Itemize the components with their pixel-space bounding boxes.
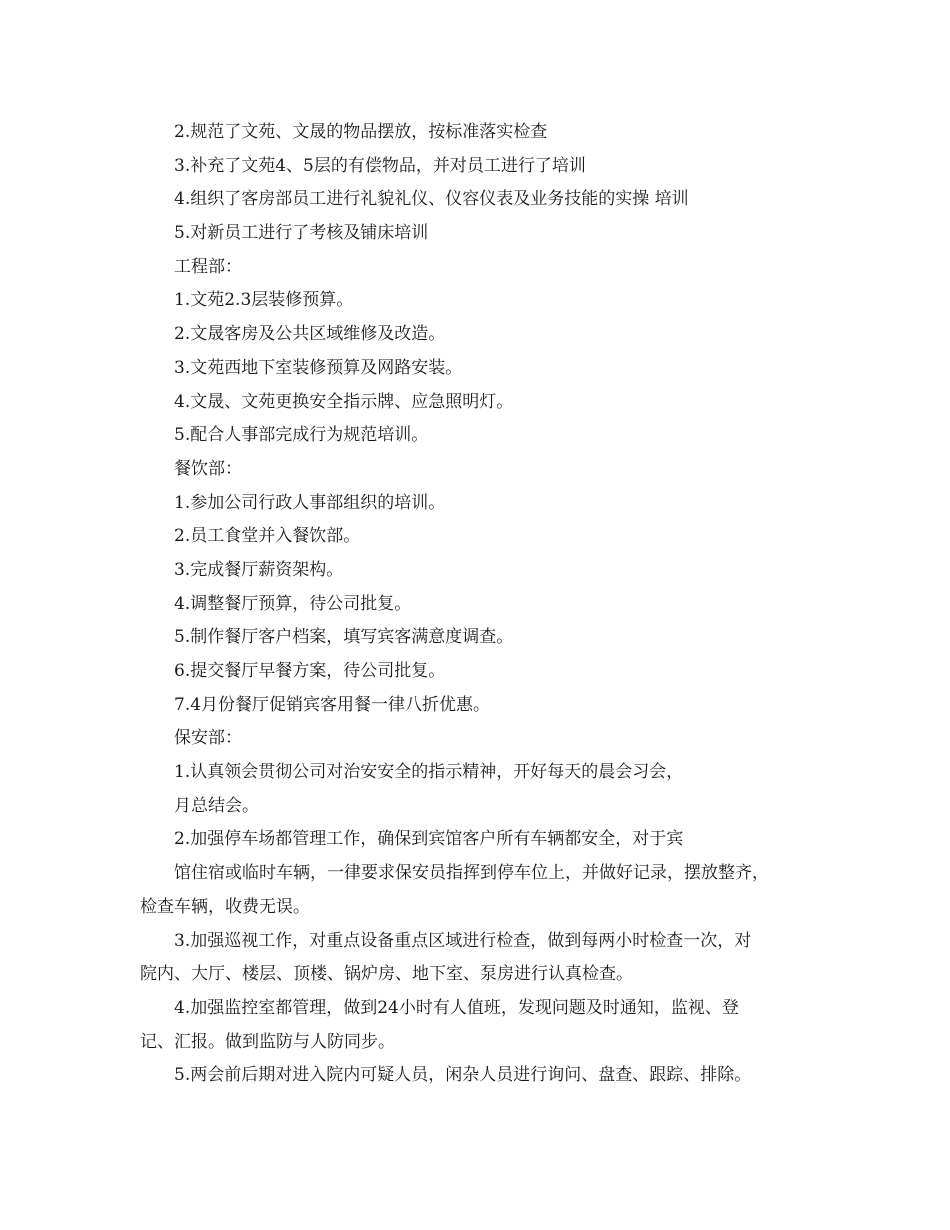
text-line: 3.补充了文苑4、5层的有偿物品，并对员工进行了培训	[174, 155, 586, 176]
text-line: 3.加强巡视工作，对重点设备重点区域进行检查，做到每两小时检查一次，对	[174, 930, 752, 951]
document-body	[140, 116, 840, 1093]
text-line: 3.文苑西地下室装修预算及网路安装。	[174, 357, 463, 378]
section-heading: 工程部：	[174, 256, 242, 277]
section-heading: 餐饮部：	[174, 458, 242, 479]
text-line: 1.认真领会贯彻公司对治安安全的指示精神，开好每天的晨会习会，	[174, 762, 684, 783]
text-line: 3.完成餐厅薪资架构。	[174, 559, 344, 580]
text-line: 2.规范了文苑、文晟的物品摆放，按标准落实检查	[174, 122, 548, 142]
text-line: 2.文晟客房及公共区域维修及改造。	[174, 324, 446, 345]
section-heading: 保安部：	[174, 728, 242, 749]
text-line: 记、汇报。做到监防与人防同步。	[140, 1031, 395, 1052]
text-line: 4.组织了客房部员工进行礼貌礼仪、仪容仪表及业务技能的实操 培训	[174, 189, 689, 210]
text-line: 月总结会。	[174, 795, 259, 816]
text-line: 6.提交餐厅早餐方案，待公司批复。	[174, 661, 446, 681]
text-line: 2.加强停车场都管理工作，确保到宾馆客户所有车辆都安全，对于宾	[174, 829, 684, 850]
text-line: 5.制作餐厅客户档案，填写宾客满意度调查。	[174, 627, 514, 648]
text-line: 5.配合人事部完成行为规范培训。	[174, 425, 429, 446]
text-line: 检查车辆，收费无误。	[140, 896, 310, 917]
text-line: 1.文苑2.3层装修预算。	[174, 290, 354, 311]
text-line: 4.文晟、文苑更换安全指示牌、应急照明灯。	[174, 391, 514, 412]
text-line: 2.员工食堂并入餐饮部。	[174, 526, 361, 547]
text-line: 院内、大厅、楼层、顶楼、锅炉房、地下室、泵房进行认真检查。	[140, 964, 633, 985]
text-line: 5.对新员工进行了考核及铺床培训	[174, 223, 429, 244]
text-line: 1.参加公司行政人事部组织的培训。	[174, 492, 446, 513]
text-line: 5.两会前后期对进入院内可疑人员，闲杂人员进行询问、盘查、跟踪、排除。	[174, 1065, 752, 1086]
text-line: 4.加强监控室都管理，做到24小时有人值班，发现问题及时通知，监视、登	[174, 997, 739, 1018]
text-line: 7.4月份餐厅促销宾客用餐一律八折优惠。	[174, 694, 491, 715]
text-line: 4.调整餐厅预算，待公司批复。	[174, 593, 412, 614]
text-line: 馆住宿或临时车辆，一律要求保安员指挥到停车位上，并做好记录，摆放整齐，	[174, 863, 769, 884]
